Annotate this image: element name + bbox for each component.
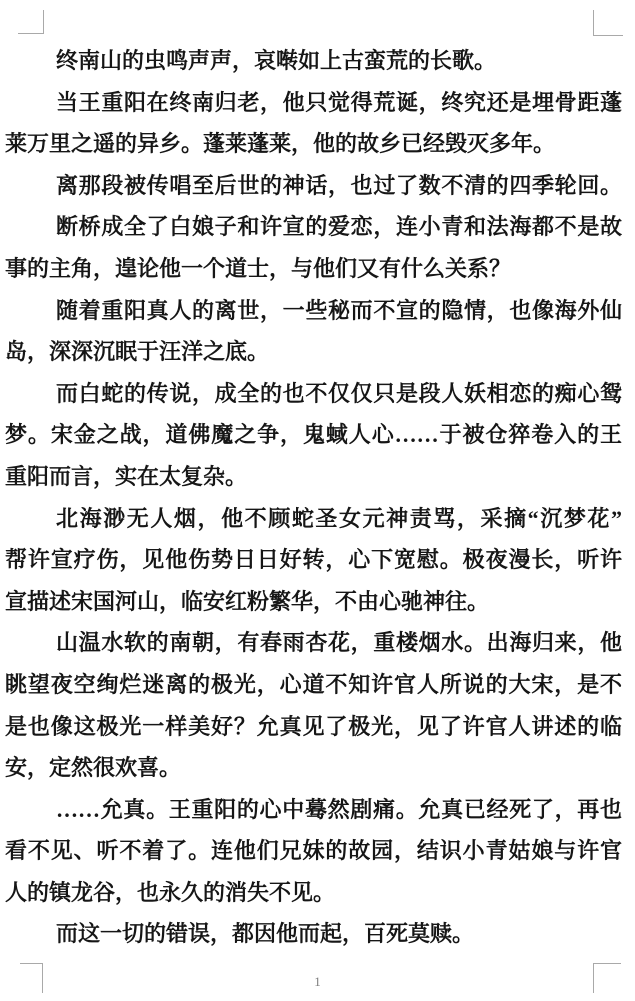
- text-line: 岛，深深沉眠于汪洋之底。: [5, 339, 270, 365]
- text-line: 断桥成全了白娘子和许宣的爱恋，连小青和法海都不是故: [56, 214, 622, 240]
- text-line: 宣描述宋国河山，临安红粉繁华，不由心驰神往。: [5, 588, 490, 614]
- text-line: ……允真。王重阳的心中蓦然剧痛。允真已经死了，再也: [56, 796, 622, 822]
- document-body: [5, 40, 622, 955]
- page-number: 1: [314, 974, 321, 989]
- text-line: 人的镇龙谷，也永久的消失不见。: [5, 879, 336, 905]
- text-line: 莱万里之遥的异乡。蓬莱蓬莱，他的故乡已经毁灭多年。: [5, 131, 556, 157]
- text-line: 而白蛇的传说，成全的也不仅仅只是段人妖相恋的痴心鸳: [56, 380, 622, 406]
- text-line: 当王重阳在终南归老，他只觉得荒诞，终究还是埋骨距蓬: [56, 89, 622, 115]
- text-line: 随着重阳真人的离世，一些秘而不宣的隐情，也像海外仙: [56, 297, 622, 323]
- text-line: 而这一切的错误，都因他而起，百死莫赎。: [56, 921, 475, 947]
- text-line: 重阳而言，实在太复杂。: [5, 463, 248, 489]
- text-line: 终南山的虫鸣声声，哀啭如上古蛮荒的长歌。: [56, 48, 497, 73]
- text-line: 梦。宋金之战，道佛魔之争，鬼蜮人心……于被仓猝卷入的王: [5, 422, 622, 448]
- text-line: 安，定然很欢喜。: [5, 755, 182, 781]
- text-line: 北海渺无人烟，他不顾蛇圣女元神责骂，采摘“沉梦花”: [56, 505, 622, 531]
- text-line: 是也像这极光一样美好？允真见了极光，见了许官人讲述的临: [5, 713, 622, 739]
- text-line: 山温水软的南朝，有春雨杏花，重楼烟水。出海归来，他: [56, 630, 622, 656]
- text-line: 眺望夜空绚烂迷离的极光，心道不知许官人所说的大宋，是不: [5, 671, 622, 697]
- text-line: 帮许宣疗伤，见他伤势日日好转，心下宽慰。极夜漫长，听许: [5, 547, 622, 573]
- text-line: 事的主角，遑论他一个道士，与他们又有什么关系？: [5, 255, 512, 281]
- crop-mark-top-left-icon: [18, 10, 44, 34]
- crop-mark-top-right-icon: [593, 10, 623, 36]
- text-line: 离那段被传唱至后世的神话，也过了数不清的四季轮回。: [56, 172, 622, 198]
- text-line: 看不见、听不着了。连他们兄妹的故园，结识小青姑娘与许官: [5, 838, 622, 864]
